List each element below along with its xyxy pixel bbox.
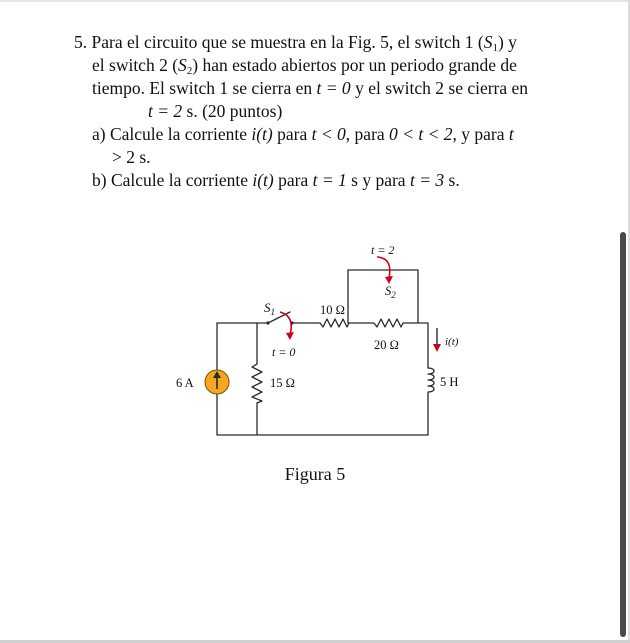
r15-label: 15 Ω bbox=[270, 376, 295, 390]
inductor-5-h bbox=[428, 368, 434, 395]
text-fragment: tiempo. El switch 1 se cierra en bbox=[92, 78, 317, 98]
math-expression: t < 0 bbox=[311, 124, 346, 144]
text-fragment: s. bbox=[444, 170, 460, 190]
text-fragment: el switch 2 ( bbox=[92, 55, 179, 75]
resistor-20-ohm bbox=[369, 319, 428, 327]
text-fragment: a) Calcule la corriente bbox=[92, 124, 252, 144]
switch2-subscript: 2 bbox=[186, 65, 193, 77]
text-fragment: s y para bbox=[346, 170, 410, 190]
figure-caption: Figura 5 bbox=[284, 464, 346, 484]
current-label: i(t) bbox=[445, 336, 459, 348]
part-b bbox=[92, 169, 460, 192]
r10-label: 10 Ω bbox=[320, 303, 345, 317]
resistor-10-ohm bbox=[320, 319, 349, 327]
text-fragment: y el switch 2 se cierra en bbox=[350, 78, 529, 98]
switch2-loop bbox=[348, 270, 418, 323]
s2-time-label: t = 2 bbox=[371, 243, 395, 257]
text-fragment: Para el circuito que se muestra en la Fig. 5, el switch 1 ( bbox=[91, 32, 484, 52]
switch2-variable: S bbox=[178, 55, 187, 75]
text-fragment: para bbox=[272, 124, 312, 144]
math-expression: t bbox=[508, 124, 514, 144]
s2-label bbox=[385, 284, 396, 300]
current-arrowhead-icon bbox=[433, 344, 441, 352]
part-a bbox=[92, 123, 514, 146]
math-expression: t = 2 bbox=[148, 101, 183, 121]
switch1-variable: S bbox=[483, 32, 493, 52]
source-label: 6 A bbox=[176, 376, 194, 390]
text-fragment: b) Calcule la corriente bbox=[92, 170, 253, 190]
text-fragment: , para bbox=[345, 124, 390, 144]
resistor-15-ohm bbox=[252, 364, 262, 403]
switch2-arrowhead-icon bbox=[385, 276, 393, 284]
current-function: i(t) bbox=[252, 170, 274, 190]
s1-label bbox=[264, 300, 275, 317]
s1-time-label: t = 0 bbox=[272, 345, 296, 359]
math-expression: t = 3 bbox=[409, 170, 445, 190]
vertical-scrollbar[interactable] bbox=[620, 232, 626, 637]
math-expression: 0 < t < 2 bbox=[389, 124, 453, 144]
switch1-subscript: 1 bbox=[492, 42, 498, 54]
text-fragment: > 2 s. bbox=[112, 147, 151, 167]
problem-line-3 bbox=[92, 77, 528, 100]
circuit-diagram bbox=[160, 238, 480, 443]
r20-label: 20 Ω bbox=[374, 338, 399, 352]
window-top-border bbox=[0, 0, 630, 2]
inductor-label: 5 H bbox=[440, 375, 459, 389]
math-expression: t = 0 bbox=[316, 78, 351, 98]
s1-subscript: 1 bbox=[270, 307, 275, 317]
text-fragment: ) han estado abiertos por un periodo grande de bbox=[192, 55, 517, 75]
s2-letter: S bbox=[385, 284, 392, 298]
switch1-contact-left bbox=[266, 321, 269, 324]
text-fragment: s. (20 puntos) bbox=[182, 101, 283, 121]
part-a-continued bbox=[112, 146, 151, 169]
wire-bottom bbox=[217, 394, 428, 435]
text-fragment: para bbox=[273, 170, 313, 190]
switch1-arrowhead-icon bbox=[286, 332, 294, 340]
s2-subscript: 2 bbox=[391, 290, 396, 300]
current-function: i(t) bbox=[251, 124, 273, 144]
problem-line-4 bbox=[148, 100, 282, 123]
switch2-arrow-icon bbox=[377, 257, 390, 278]
text-fragment: , y para bbox=[452, 124, 509, 144]
s1-letter: S bbox=[264, 300, 271, 315]
problem-number: 5. bbox=[74, 32, 88, 52]
text-fragment: ) y bbox=[497, 32, 517, 52]
math-expression: t = 1 bbox=[312, 170, 347, 190]
